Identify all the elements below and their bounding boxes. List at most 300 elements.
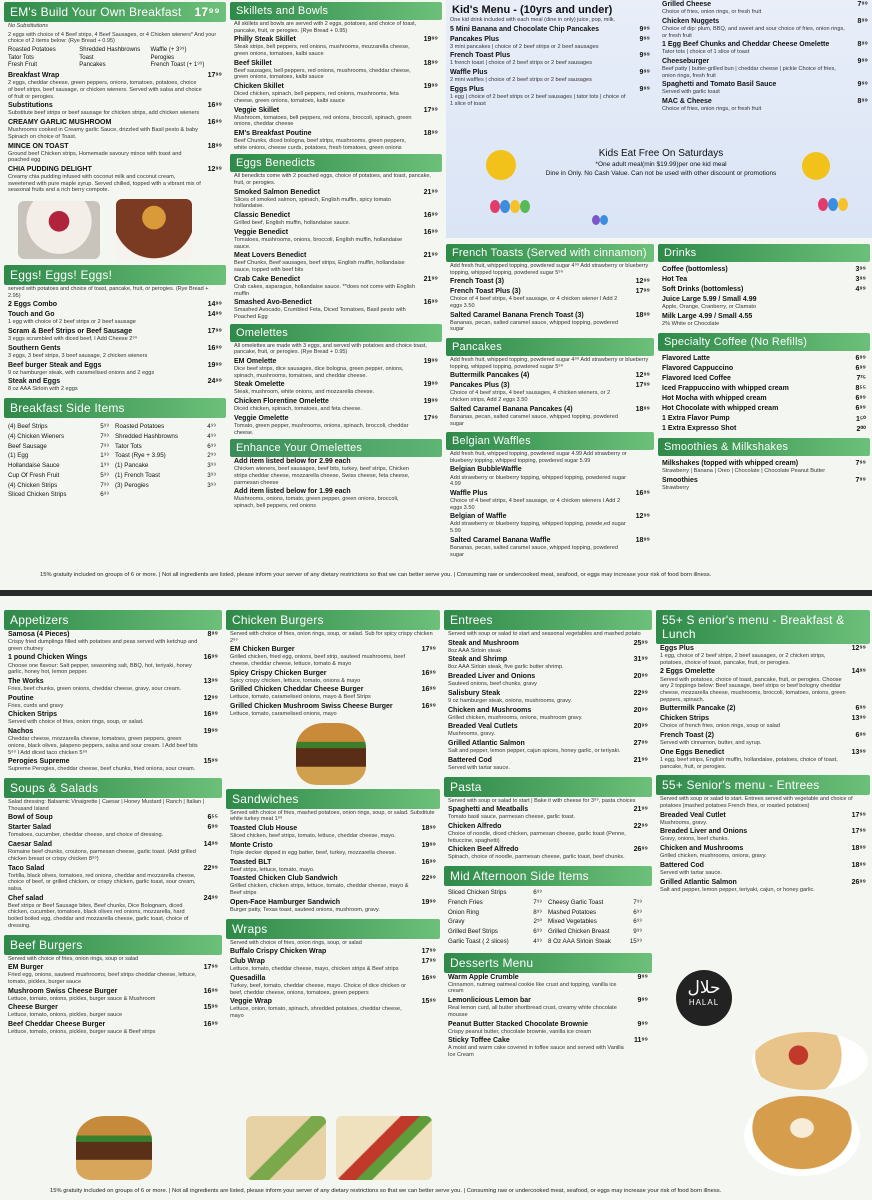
menu-item (446, 311, 654, 334)
item-price: 25⁹⁹ (633, 639, 648, 647)
kids-menu-panel (446, 0, 872, 238)
item-description: Diced chicken, spinach, bell peppers, red onions, mushrooms, feta cheese, green onions, tomatoes, kalbi sauce (234, 91, 399, 104)
item-price: 16⁹⁹ (203, 711, 218, 719)
build-option: Tator Tots (8, 54, 34, 61)
item-price: 7⁹⁹ (855, 460, 866, 468)
menu-item (226, 669, 440, 686)
item-description: Crab cakes, asparagus, hollandaise sauce. **does not come with English muffin (234, 283, 415, 297)
menu-item (444, 1036, 652, 1059)
kids-item-list-2 (658, 0, 872, 114)
menu-item (656, 704, 870, 714)
item-price: 9⁹⁹ (639, 25, 650, 33)
balloons-icon (818, 198, 848, 216)
side-item-price: 3⁹⁹ (207, 471, 216, 479)
item-description: Salt and pepper, lemon pepper, teriyaki, cajun, or honey garlic. (660, 886, 815, 893)
item-price: 9⁹⁹ (639, 52, 650, 60)
item-description: Mushrooms, gravy. (448, 731, 496, 738)
side-item-price: 2⁹⁹ (207, 452, 216, 460)
side-item-price: 5⁹⁹ (100, 423, 109, 431)
side-item-name: Toast (Rye + 3.95) (115, 452, 166, 460)
item-description: 1 egg | choice of 2 beef strips or 2 beef sausages | tator tots | choice of 1 slice of toast (450, 93, 626, 107)
item-price: 12⁹⁹ (203, 694, 218, 702)
item-description: Choice of fries, onion rings, or fresh fruit (662, 106, 762, 113)
item-price: 21⁹⁹ (423, 252, 438, 260)
item-price: 16⁹⁹ (421, 686, 436, 694)
menu-item (4, 344, 226, 361)
item-name: Eggs Plus (660, 645, 694, 652)
sandwich-image (246, 1116, 326, 1180)
item-price: 7²⁵ (856, 374, 866, 382)
column-skillets (230, 0, 442, 511)
menu-item (226, 874, 440, 897)
item-price: 6⁹⁹ (855, 705, 866, 713)
item-name: Smoked Salmon Benedict (234, 188, 320, 196)
section-header-sandwiches: Sandwiches (226, 789, 440, 809)
side-item-name: Mixed Vegetables (548, 918, 597, 926)
item-description: Strawberry | Banana | Oreo | Chocolate | Chocolate Peanut Butter (662, 468, 826, 475)
item-name: Substitutions (8, 102, 53, 110)
column-griddle (446, 244, 654, 559)
beef-burgers-item-list (4, 963, 222, 1037)
item-name: Flavored Latte (662, 354, 710, 362)
side-item (448, 937, 548, 947)
item-name: Spicy Crispy Chicken Burger (230, 669, 327, 677)
item-name: Breakfast Wrap (8, 72, 60, 80)
side-item-name: Grilled Beef Strips (448, 928, 498, 936)
item-price: 19⁹⁹ (423, 357, 438, 365)
item-name: Toasted BLT (230, 858, 272, 866)
item-price: 1⁵⁰ (856, 415, 866, 423)
section-header-smoothies: Smoothies & Milkshakes (658, 438, 870, 456)
item-name: EM's Breakfast Poutine (234, 130, 312, 137)
item-price: 8⁹⁹ (857, 98, 868, 106)
item-price: 18⁹⁹ (635, 405, 650, 413)
benedicts-item-list (230, 188, 442, 322)
menu-item (658, 364, 870, 374)
section-header-mid-sides: Mid Afternoon Side Items (444, 866, 652, 886)
item-name: Flavored Iced Coffee (662, 374, 731, 382)
side-item (115, 481, 222, 491)
item-price: 9⁹⁹ (857, 57, 868, 65)
item-description: Salt and pepper, lemon pepper, cajun spices, honey garlic, or teriyaki. (448, 748, 621, 755)
french-note: Add fresh fruit, whipped topping, powdered sugar 4⁹⁹ Add strawberry or blueberry topping, whipped topping, powdered sugar 5⁹⁹ (450, 263, 649, 276)
side-item (548, 937, 648, 947)
item-description: Beef patty | butter-grilled bun | cheddar cheese | pickle Choice of fries, onion rings, fresh fruit (662, 66, 836, 79)
item-description: 9 oz hamburger steak, with caramelised onions and 2 eggs (8, 369, 155, 376)
item-price: 17⁹⁹ (423, 106, 438, 114)
item-description: Cheddar cheese, mozzarella cheese, tomatoes, green peppers, green onions, black olives, jalapeno peppers, salsa and sour cream. I Add beef bits 5⁹⁹ I Add diced taco chicken 5⁹⁹ (8, 736, 198, 756)
item-name: Grilled Cheese (662, 1, 712, 8)
section-header-french-toast: French Toasts (Served with cinnamon) (446, 244, 654, 262)
item-name: Buttermilk Pancake (2) (660, 705, 736, 713)
side-item-name: Cup Of Fresh Fruit (8, 471, 60, 479)
column-entrees (444, 610, 652, 1060)
item-name: Salisbury Steak (448, 689, 501, 697)
item-price: 14⁹⁹ (851, 668, 866, 676)
menu-item (658, 424, 870, 434)
menu-item (656, 644, 870, 667)
item-name: Perogies Supreme (8, 758, 70, 766)
item-name: Add item listed below for 1.99 each (234, 488, 351, 496)
menu-item (4, 165, 226, 195)
entrees-note: Served with soup or salad to start and seasonal vegetables and mashed potato (448, 631, 641, 637)
side-item-price: 4⁹⁹ (207, 432, 216, 440)
menu-item (444, 722, 652, 739)
item-description: Creamy chia pudding infused with coconut milk and coconut cream, sweetened with pure maple syrup. Served chilled, topped with a vibrant mix of seasonal fruits and a rich berry compote. (8, 174, 201, 194)
side-item (448, 908, 548, 918)
item-name: One Eggs Benedict (660, 748, 725, 756)
menu-item (444, 1020, 652, 1037)
item-price: 7⁹⁹ (857, 1, 868, 8)
waffles-item-list (446, 465, 654, 559)
menu-item (226, 858, 440, 875)
item-name: MAC & Cheese (662, 98, 712, 106)
item-name: French Toast (3) (450, 278, 504, 286)
item-description: Lettuce, tomato, cheddar cheese, mayo, chicken strips & Beef strips (230, 966, 399, 973)
item-description: Tomato basil sauce, parmesan cheese, garlic toast. (448, 814, 576, 821)
item-price: 6⁹⁹ (855, 732, 866, 740)
item-description: Triple decker dipped in egg batter, beef, turkey, mozzarella cheese. (230, 849, 397, 856)
build-sub: No Substitutions (8, 23, 49, 29)
item-price: 8⁵⁵ (855, 384, 866, 392)
item-name: Salted Caramel Banana French Toast (3) (450, 311, 584, 319)
menu-item (444, 845, 652, 862)
item-price: 9⁹⁹ (637, 997, 648, 1005)
item-description: Romaine beef chunks, croutons, parmesan cheese, garlic toast. (Add grilled chicken breast or crispy chicken 8⁹⁹) (8, 849, 196, 862)
item-description: Substitute beef strips or beef sausage for chicken strips, add chicken wieners (8, 110, 200, 117)
item-description: Cinnamon, nutmeg oatmeal cookie like crust and topping, vanilla ice cream (448, 981, 617, 995)
column-seniors (656, 610, 870, 894)
item-description: 1 egg with choice of 2 beef strips or 2 beef sausage (8, 319, 136, 326)
menu-item (446, 35, 654, 52)
item-name: Chicken Strips (8, 711, 58, 719)
item-name: Veggie Benedict (234, 228, 289, 236)
menu-item (4, 963, 222, 986)
item-description: Tortilla, black olives, tomatoes, red onions, cheddar and mozzarella cheese, choice of beef, or grilled chicken, or crispy chicken, garlic toast, sour cream, salsa. (8, 872, 196, 892)
side-item (115, 471, 222, 481)
item-price: 9⁹⁹ (637, 1020, 648, 1028)
section-header-desserts: Desserts Menu (444, 953, 652, 973)
item-price: 16⁹⁹ (203, 654, 218, 662)
item-description: Fries, beef chunks, green onions, cheddar cheese, gravy, sour cream. (8, 685, 182, 692)
side-item (8, 432, 115, 442)
menu-item (230, 357, 442, 380)
item-price: 12⁹⁹ (635, 513, 650, 521)
side-item (548, 888, 648, 898)
item-price: 18⁹⁹ (851, 861, 866, 869)
item-description: A moist and warm cake covered in toffee sauce and served with Vanilla Ice Cream (448, 1045, 624, 1059)
item-price: 21⁹⁹ (633, 806, 648, 814)
item-price: 17⁹⁹ (421, 646, 436, 654)
item-price: 15⁹⁹ (203, 758, 218, 766)
item-name: Milk Large 4.99 / Small 4.55 (662, 312, 753, 320)
item-name: French Toast Plus (3) (450, 288, 521, 296)
item-price: 3⁹⁹ (855, 266, 866, 273)
item-description: Lettuce, onion, tomato, spinach, shredded potatoes, cheddar cheese, mayo (230, 1006, 402, 1020)
item-description: 1 egg, beef strips, English muffin, hollandaise, potatoes, choice of toast, pancake, fruit, or perogies. (660, 756, 838, 770)
menu-item (4, 142, 226, 165)
menu-item (658, 374, 870, 384)
item-description: Beef Chunks, Beef sausages, beef strips, English muffin, hollandaise sauce, topped with beef bits (234, 260, 405, 274)
item-name: Steak and Eggs (8, 378, 61, 386)
item-name: 2 Eggs Omelette (660, 668, 715, 676)
item-name: Pancakes Plus (450, 35, 500, 43)
item-description: Steak, mushroom, white onions, and mozzarella cheese. (234, 389, 375, 396)
item-price: 17⁹⁹ (635, 382, 650, 390)
item-description: Mushrooms cooked in Creamy garlic Sauce, drizzled with Basil pesto & baby Spinach on choice of Toast. (8, 127, 198, 140)
item-price: 17⁹⁹ (423, 414, 438, 422)
side-item (448, 927, 548, 937)
item-name: Monte Cristo (230, 841, 273, 849)
item-name: Veggie Skillet (234, 106, 280, 114)
item-name: Crab Cake Benedict (234, 275, 301, 283)
side-item (548, 908, 648, 918)
menu-item (4, 1020, 222, 1037)
menu-item (658, 459, 870, 476)
item-name: Peanut Butter Stacked Chocolate Brownie (448, 1020, 589, 1028)
menu-item (230, 82, 442, 105)
item-name: Veggie Wrap (230, 998, 272, 1006)
item-name: Classic Benedict (234, 212, 291, 220)
menu-item (4, 377, 226, 394)
menu-item (444, 689, 652, 706)
item-price: 12⁹⁹ (635, 278, 650, 286)
item-price: 4⁹⁹ (855, 286, 866, 294)
menu-item (446, 405, 654, 428)
menu-item (658, 285, 870, 295)
item-price: 21⁹⁹ (633, 756, 648, 764)
item-name: Hot Chocolate with whipped cream (662, 404, 779, 412)
item-description: Lettuce, tomato, onions, pickles, burger sauce & Mushroom (8, 995, 156, 1002)
menu-item (4, 987, 222, 1004)
side-item (8, 481, 115, 491)
side-item-price: 8⁹⁹ (533, 908, 542, 916)
menu-item (230, 106, 442, 129)
item-price: 19⁹⁹ (207, 361, 222, 369)
side-item-price: 7⁹⁹ (100, 432, 109, 440)
item-description: Ground beef Chicken strips, Homemade savoury mince with toast and poached egg (8, 150, 182, 164)
menu-item (446, 287, 654, 310)
item-name: Mushroom Swiss Cheese Burger (8, 987, 118, 995)
column-breakfast (4, 0, 226, 502)
item-name: Bowl of Soup (8, 814, 53, 822)
item-price: 6⁹⁹ (855, 354, 866, 362)
item-name: Chicken Strips (660, 715, 710, 723)
menu-item (446, 51, 654, 68)
item-price: 17⁹⁹ (851, 811, 866, 819)
menu-item (4, 361, 226, 378)
side-item-price: 6⁹⁹ (533, 889, 542, 897)
side-item (548, 927, 648, 937)
section-header-enhance: Enhance Your Omelettes (230, 439, 442, 457)
item-name: Grilled Atlantic Salmon (448, 740, 525, 748)
section-header-beef-burgers: Beef Burgers (4, 935, 222, 955)
item-name: The Works (8, 677, 44, 685)
item-description: 3 mini pancakes | choice of 2 beef strips or 2 beef sausages (450, 43, 599, 50)
menu-item (446, 68, 654, 85)
item-description: Dice beef strips, dice sausages, dice bologna, green pepper, onions, spinach, mushrooms, tomatoes, and cheddar cheese. (234, 365, 404, 379)
item-description: 2% White or Chocolate (662, 320, 720, 327)
item-name: Steak Omelette (234, 381, 285, 389)
side-item-price: 9⁹⁹ (633, 928, 642, 936)
item-description: Choice of 4 beef strips, 4 beef sausage, or 4 chicken wieners I Add 2 eggs 3.50 (450, 497, 621, 511)
side-item-name: 8 Oz AAA Sirloin Steak (548, 937, 611, 945)
item-description: Bananas, pecan, salted caramel sauce, whipped topping, powdered sugar (450, 544, 618, 558)
item-description: Gravy, onions, beef chunks. (660, 836, 729, 843)
side-item (115, 461, 222, 471)
menu-item (4, 118, 226, 141)
item-name: Toasted Chicken Club Sandwich (230, 875, 338, 883)
item-price: 18⁹⁹ (421, 825, 436, 833)
side-item-name: (4) Beef Strips (8, 423, 48, 431)
section-header-waffles: Belgian Waffles (446, 432, 654, 450)
item-price: 21⁹⁹ (423, 275, 438, 283)
item-description: Tomatoes, mushrooms, onions, broccoli, English muffin, hollandaise sauce. (234, 236, 403, 250)
item-description: Served with garlic toast (662, 89, 720, 96)
side-item-name: Tator Tots (115, 442, 142, 450)
item-name: Scram & Beef Strips or Beef Sausage (8, 328, 133, 336)
item-description: Sauteed onions, beef chunks, gravy (448, 681, 537, 688)
side-item-name: (1) French Toast (115, 471, 160, 479)
wraps-item-list (226, 947, 440, 1021)
item-price: 17⁹⁹ (203, 964, 218, 972)
item-price: 3⁹⁹ (855, 276, 866, 284)
side-item-price: 6⁹⁹ (633, 918, 642, 926)
item-name: Waffle Plus (450, 489, 488, 497)
item-price: 19⁹⁹ (423, 36, 438, 44)
side-item-price: 7⁹⁹ (533, 898, 542, 906)
menu-item (230, 228, 442, 251)
kids-logo-icon (486, 150, 516, 180)
enhance-item-list (230, 457, 442, 511)
item-name: Eggs Plus (450, 85, 484, 93)
menu-item (446, 85, 654, 108)
item-name: 5 Mini Banana and Chocolate Chip Pancakes (450, 25, 599, 33)
item-price: 12⁹⁹ (851, 645, 866, 652)
menu-item (4, 710, 222, 727)
menu-item (230, 298, 442, 321)
item-description: Burger patty, Texas toast, sauteed onions, mushroom, gravy. (230, 906, 380, 913)
side-item-price: 7⁹⁹ (100, 442, 109, 450)
item-price: 16⁹⁹ (421, 974, 436, 982)
side-item-price: 6⁹⁹ (100, 491, 109, 499)
pancakes-note: Add fresh fruit, whipped topping, powdered sugar 4⁹⁹ Add strawberry or blueberry topping, whipped topping, powdered sugar 5⁹⁹ (450, 357, 649, 370)
menu-item (4, 823, 222, 840)
item-name: Caesar Salad (8, 841, 52, 849)
menu-item (656, 714, 870, 731)
item-name: Beef burger Steak and Eggs (8, 361, 102, 369)
menu-item (230, 487, 442, 510)
side-item-name: Gravy (448, 918, 465, 926)
side-item-name: (1) Egg (8, 452, 29, 460)
item-price: 9⁹⁹ (637, 973, 648, 981)
item-price: 14⁹⁹ (207, 301, 222, 309)
item-price: 26⁹⁹ (633, 846, 648, 854)
item-description: Grilled chicken, mushrooms, onions, mushroom gravy. (448, 714, 583, 721)
item-name: Spaghetti and Meatballs (448, 806, 529, 814)
menu-item (656, 731, 870, 748)
menu-item (446, 536, 654, 559)
item-description: Beef strips, lettuce, tomato, mayo. (230, 866, 315, 873)
menu-item (230, 414, 442, 437)
pasta-item-list (444, 805, 652, 862)
item-price: 15⁹⁹ (203, 1004, 218, 1012)
build-desc: 2 eggs with choice of 4 Beef strips, 4 Beef Sausages, or 4 Chicken wieners* And your choice of 2 items below: (Rye Bread + 0.95) (8, 31, 217, 45)
item-price: 9⁹⁹ (857, 81, 868, 89)
item-description: 2 mini waffles | choice of 2 beef strips or 2 beef sausages (450, 77, 592, 84)
build-option: Perogies (150, 54, 175, 61)
item-name: Coffee (bottomless) (662, 266, 728, 273)
item-name: Salted Caramel Banana Waffle (450, 536, 551, 544)
item-description: Crispy fried dumplings filled with potatoes and peas served with ketchup and green chutney (8, 639, 198, 652)
item-name: Milkshakes (topped with whipped cream) (662, 460, 799, 468)
item-price: 2⁰⁰ (856, 425, 866, 433)
side-item-name: Hollandaise Sauce (8, 462, 60, 470)
item-price: 19⁹⁹ (423, 398, 438, 406)
menu-item (226, 824, 440, 841)
side-item (8, 471, 115, 481)
item-price: 6⁹⁹ (855, 404, 866, 412)
menu-page-lunch (0, 596, 872, 1200)
item-description: 2 eggs, cheddar cheese, green peppers, onions, tomatoes, potatoes, choice of beef strips, beef sausage, or chicken wieners. Served with salsa and choice of fruit or perogies. (8, 80, 202, 100)
item-description: 3 eggs, 3 beef strips, 3 beef sausage, 2 chicken wieners (8, 352, 148, 359)
item-name: Open-Face Hamburger Sandwich (230, 898, 341, 906)
item-name: 1 Extra Flavor Pump (662, 414, 730, 422)
menu-item (226, 841, 440, 858)
build-option: Fresh Fruit (8, 62, 38, 69)
item-price: 6⁹⁹ (855, 394, 866, 402)
menu-item (230, 251, 442, 274)
menu-item (658, 354, 870, 364)
item-name: Pancakes Plus (3) (450, 382, 510, 390)
item-name: Soft Drinks (bottomless) (662, 286, 744, 294)
item-description: Grilled chicken, chicken strips, lettuce, tomato, cheddar cheese, mayo & Beef strips (230, 883, 409, 897)
item-price: 16⁹⁹ (203, 1021, 218, 1029)
item-description: Mushrooms, onions, tomato, green pepper, green onions, broccoli, spinach, bell peppers, red onions (234, 496, 399, 510)
menu-item (226, 685, 440, 702)
benedicts-note: All benedicts come with 2 poached eggs, choice of potatoes, and toast, pancake, fruit, or perogies. (234, 173, 431, 187)
side-item-name: (1) Pancake (115, 462, 149, 470)
item-description: Crispy peanut butter, chocolate brownie, vanilla ice cream (448, 1028, 592, 1035)
menu-item (444, 996, 652, 1019)
pancakes-item-list (446, 371, 654, 428)
side-item-price: 2⁵⁰ (533, 918, 542, 926)
side-item-name: Sliced Chicken Strips (448, 889, 507, 897)
menu-item (444, 805, 652, 822)
side-item-price: 6⁹⁹ (533, 928, 542, 936)
omelettes-note: All omelettes are made with 3 eggs, and served with potatoes and choice toast, pancake, fruit, or perogies. (Rye Bread + 0.95) (234, 342, 427, 356)
item-name: 1 Egg Beef Chunks and Cheddar Cheese Omelette (662, 41, 830, 49)
item-name: Breaded Veal Cutlet (660, 811, 726, 819)
item-name: 1 pound Chicken Wings (8, 654, 88, 662)
item-description: Apple, Orange, Cranberry, or Clamato (662, 304, 757, 311)
item-description: Beef Chunks, diced bologna, beef strips, mushrooms, green peppers, white onions, cheese curds, potatoes, fresh tomatoes, green onions (234, 138, 406, 151)
item-price: 17⁹⁹ (421, 958, 436, 966)
menu-item (4, 840, 222, 863)
menu-item (656, 811, 870, 828)
menu-item (658, 414, 870, 424)
item-price: 17⁹⁹ (421, 948, 436, 956)
item-price: 16⁹⁹ (421, 703, 436, 711)
skillets-item-list (230, 35, 442, 152)
item-name: Breaded Liver and Onions (448, 673, 536, 681)
item-name: Spaghetti and Tomato Basil Sauce (662, 81, 777, 89)
item-description: Lettuce, tomato, caramelised onions, mayo (230, 711, 337, 718)
side-item-name: Garlic Toast ( 2 slices) (448, 937, 509, 945)
item-price: 6⁹⁹ (855, 364, 866, 372)
item-price: 24⁹⁹ (207, 378, 222, 386)
build-price: 17⁹⁹ (194, 5, 220, 19)
